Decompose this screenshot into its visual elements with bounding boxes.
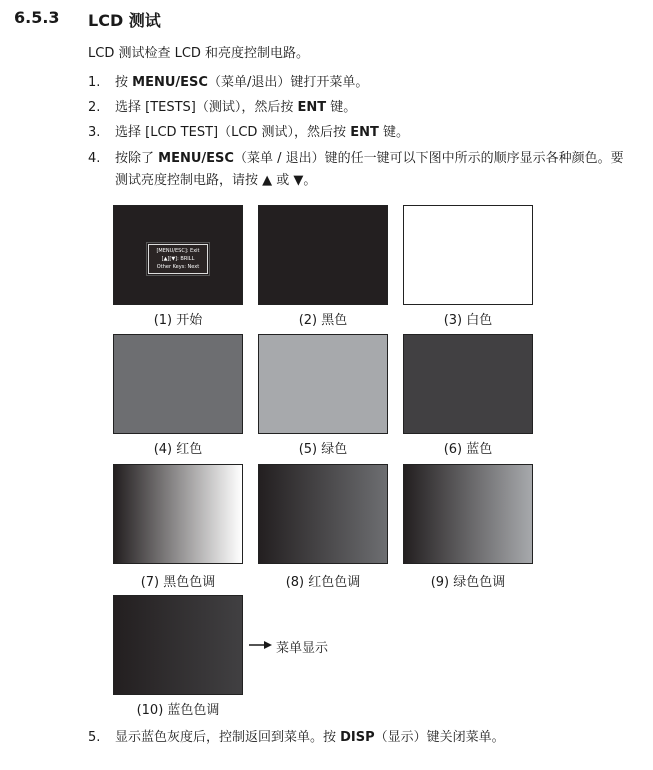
step-text: （菜单 / 退出）键的任一键可以下图中所示的顺序显示各种颜色。要测试亮度控制电路，请按 ▲ 或 ▼。	[115, 151, 624, 188]
step-number: 2.	[88, 100, 101, 115]
start-line: [MENU/ESC]: Exit	[156, 248, 200, 254]
screen-caption: (5) 绿色	[298, 442, 348, 457]
screen-caption: (7) 黑色色调	[140, 575, 216, 590]
step-text: 键。	[326, 100, 357, 115]
intro-text: LCD 测试检查 LCD 和亮度控制电路。	[88, 46, 310, 61]
right-arrow-icon	[248, 639, 274, 651]
menu-display-label: 菜单显示	[276, 641, 329, 656]
step-text: 键。	[378, 125, 409, 140]
screen-green	[258, 334, 388, 434]
step-text: （显示）键关闭菜单。	[374, 730, 505, 745]
screen-black	[258, 205, 388, 305]
screen-green-gradient	[403, 464, 533, 564]
screen-red	[113, 334, 243, 434]
step-text: 按除了	[115, 151, 159, 166]
screen-black-gradient	[113, 464, 243, 564]
screen-caption: (10) 蓝色色调	[136, 703, 220, 718]
screen-caption: (1) 开始	[153, 313, 203, 328]
step-text: 选择 [LCD TEST]（LCD 测试），然后按	[115, 125, 351, 140]
screen-white	[403, 205, 533, 305]
step-number: 1.	[88, 75, 101, 90]
key-name: ENT	[297, 100, 327, 115]
start-message-box	[148, 244, 208, 274]
screen-blue	[403, 334, 533, 434]
section-number: 6.5.3	[14, 8, 60, 27]
screen-caption: (3) 白色	[443, 313, 493, 328]
screen-caption: (4) 红色	[153, 442, 203, 457]
screen-blue-gradient	[113, 595, 243, 695]
screen-caption: (2) 黑色	[298, 313, 348, 328]
key-name: MENU/ESC	[132, 75, 208, 90]
step-text: 选择 [TESTS]（测试），然后按	[115, 100, 298, 115]
step-text: 显示蓝色灰度后，控制返回到菜单。按	[115, 730, 341, 745]
screen-caption: (6) 蓝色	[443, 442, 493, 457]
step-text: 按	[115, 75, 133, 90]
start-line: Other Keys: Next	[156, 264, 200, 270]
step-number: 4.	[88, 151, 101, 166]
screen-red-gradient	[258, 464, 388, 564]
screen-start	[113, 205, 243, 305]
step-number: 3.	[88, 125, 101, 140]
key-name: MENU/ESC	[158, 151, 234, 166]
key-name: DISP	[340, 730, 375, 745]
start-line: [▲][▼]: BRILL	[161, 256, 195, 262]
key-name: ENT	[350, 125, 379, 140]
section-title: LCD 测试	[88, 11, 161, 30]
step-text: （菜单/退出）键打开菜单。	[207, 75, 369, 90]
step-number: 5.	[88, 730, 101, 745]
screen-caption: (8) 红色色调	[285, 575, 361, 590]
screen-caption: (9) 绿色色调	[430, 575, 506, 590]
